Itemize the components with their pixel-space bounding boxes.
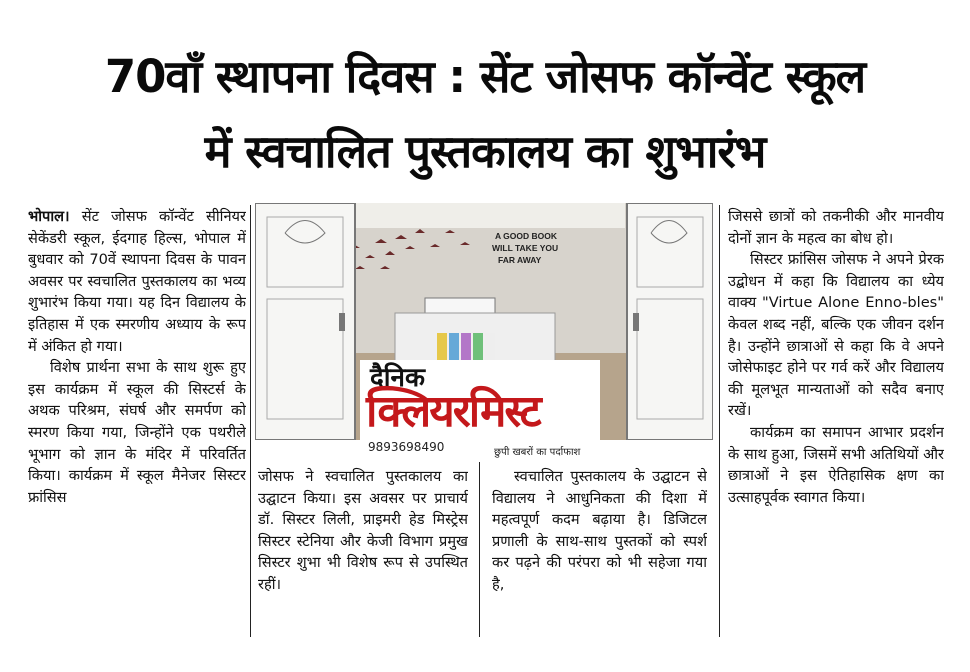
article-paragraph: विशेष प्रार्थना सभा के साथ शुरू हुए इस कार्यक्रम में स्कूल की सिस्टर्स के अथक परिश्रम, संघर्ष और समर्पण को स्मरण किया गया, जिन्होंने एक पथरीले भूभाग को ज्ञान के मंदिर में परिवर्तित किया। कार्यक्रम में स्कूल मैनेजर सिस्टर फ्रांसिस [28,359,246,506]
article-column-4 [728,206,944,636]
article-column-3 [492,466,707,636]
logo-tagline: छुपी खबरों का पर्दाफाश [494,447,581,458]
column-rule [250,205,251,637]
article-paragraph: सिस्टर फ्रांसिस जोसफ ने अपने प्रेरक उद्बोधन में कहा कि विद्यालय का ध्येय वाक्य "Virtue Alone Enno-bles" केवल शब्द नहीं, बल्कि एक जीवन दर्शन है। उन्होंने छात्राओं से कहा कि वे अपने जोसेफाइट होने पर गर्व करें और विद्यालय की मूलभूत मान्यताओं को सदैव बनाए रखें। [728,251,944,420]
article-paragraph: भोपाल। सेंट जोसफ कॉन्वेंट सीनियर सेकेंडरी स्कूल, ईदगाह हिल्स, भोपाल में बुधवार को 70वें स्थापना दिवस के पावन अवसर पर स्वचालित पुस्तकालय का भव्य शुभारंभ किया गया। यह दिन विद्यालय के इतिहास में एक स्मरणीय अध्याय के रूप में अंकित हो गया। [28,208,246,355]
photo-book [437,333,447,363]
article-paragraph: जिससे छात्रों को तकनीकी और मानवीय दोनों ज्ञान के महत्व का बोध हो। [728,208,944,247]
photo-book [449,333,459,363]
newspaper-logo [360,360,600,460]
article-column-1 [28,206,246,636]
logo-brand: क्लियरमिस्ट [366,386,540,437]
photo-door-right [627,203,713,440]
photo-book [461,333,471,363]
column-rule [479,462,480,637]
photo-book [473,333,483,363]
photo-door-left [255,203,355,440]
article-column-2 [258,466,468,636]
photo-book [485,333,495,363]
article-paragraph: जोसफ ने स्वचालित पुस्तकालय का उद्घाटन किया। इस अवसर पर प्राचार्य डॉ. सिस्टर लिली, प्राइमरी हेड मिस्ट्रेस सिस्टर स्टेनिया और केजी विभाग प्रमुख सिस्टर शुभा भी विशेष रूप से उपस्थित रहीं। [258,468,468,593]
wall-text: A GOOD BOOK [495,231,558,241]
wall-text: FAR AWAY [498,255,542,265]
headline-line-1: 70वाँ स्थापना दिवस : सेंट जोसफ कॉन्वेंट स्कूल [104,50,866,103]
column-rule [719,205,720,637]
wall-text: WILL TAKE YOU [492,243,559,253]
headline-line-2: में स्वचालित पुस्तकालय का शुभारंभ [204,125,766,178]
dateline: भोपाल। [28,208,70,225]
logo-phone: 9893698490 [368,440,445,454]
article-paragraph: कार्यक्रम का समापन आभार प्रदर्शन के साथ हुआ, जिसमें सभी अतिथियों और छात्राओं ने इस ऐतिहासिक क्षण का उत्साहपूर्वक स्वागत किया। [728,423,944,506]
logo-top-text: दैनिक [370,363,425,393]
photo-ceiling [325,203,625,228]
article-paragraph: स्वचालित पुस्तकालय के उद्घाटन से विद्यालय ने आधुनिकता की दिशा में महत्वपूर्ण कदम बढ़ाया है। डिजिटल प्रणाली के साथ-साथ पुस्तकों को स्पर्श कर पढ़ने की परंपरा को भी सहेजा गया है, [492,468,707,593]
